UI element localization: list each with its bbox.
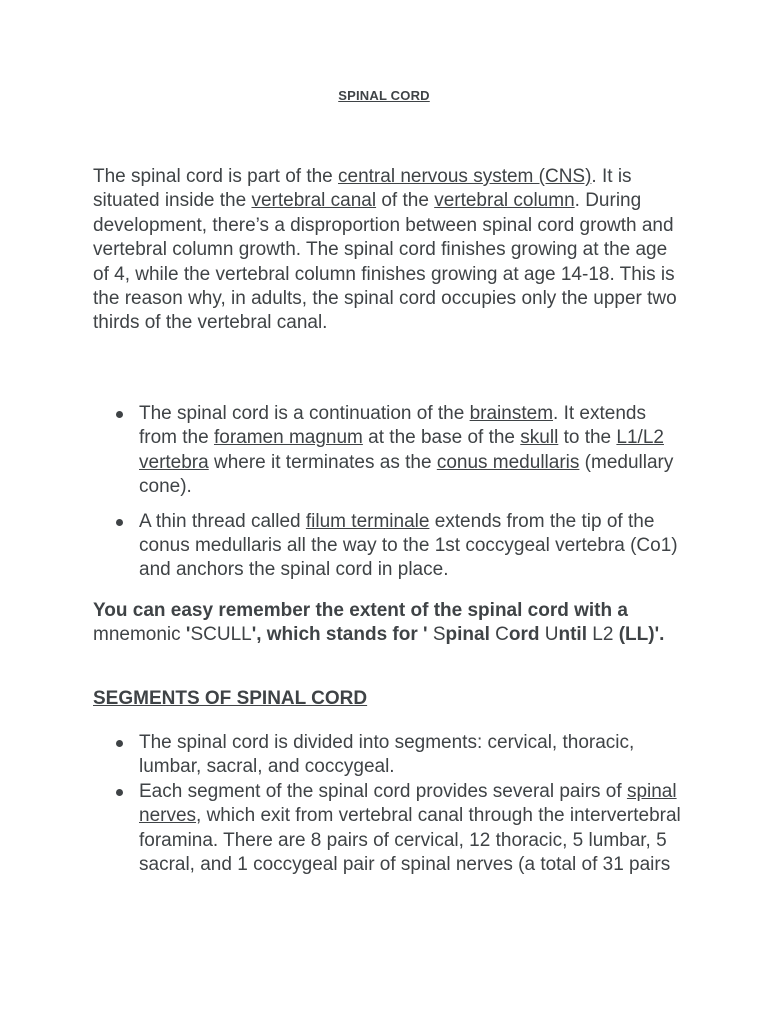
list-item-text: . It extends from the bbox=[139, 403, 646, 449]
link-brainstem[interactable]: brainstem bbox=[469, 403, 554, 424]
page-title: SPINAL CORD bbox=[338, 88, 430, 103]
extent-list bbox=[93, 402, 683, 593]
list-item-text: (medullary cone). bbox=[139, 451, 674, 498]
link-l1-l2-vertebra[interactable]: L1/L2 vertebra bbox=[139, 427, 664, 473]
list-item-text: extends from the tip of the conus medullaris all the way to the 1st coccygeal vertebra (Co1) and anchors the spinal cord in place. bbox=[139, 510, 678, 581]
link-spinal-nerves[interactable]: spinal nerves bbox=[139, 780, 677, 827]
list-item-text: , which exit from vertebral canal through the intervertebral foramina. There are 8 pairs of cervical, 12 thoracic, 5 lumbar, 5 sacral, and 1 coccygeal pair of spinal nerves (a total of 31 pairs bbox=[139, 805, 681, 876]
link-vertebral-column[interactable]: vertebral column bbox=[434, 190, 575, 212]
mnemonic-bold-text: ', which stands for ' bbox=[251, 624, 433, 646]
list-item-text: to the bbox=[558, 427, 617, 449]
link-central-nervous-system[interactable]: central nervous system (CNS) bbox=[338, 166, 592, 187]
mnemonic-bold-text: (LL)'. bbox=[613, 624, 665, 646]
intro-text-4: . During development, there’s a disproportion between spinal cord growth and vertebral column growth. The spinal cord finishes growing at the age of 4, while the vertebral column finishes growing at age 14-18. This is the reason why, in adults, the spinal cord occupies only the upper two thirds of the vertebral canal. bbox=[93, 190, 677, 334]
mnemonic-bold-text: pinal bbox=[445, 624, 496, 646]
mnemonic-bold-text: ord bbox=[508, 624, 545, 646]
mnemonic-bold-text: You can easy remember the extent of the spinal cord with a bbox=[93, 600, 628, 621]
link-foramen-magnum[interactable]: foramen magnum bbox=[213, 427, 363, 449]
list-item-text: where it terminates as the bbox=[208, 451, 437, 473]
mnemonic-letter: S bbox=[432, 624, 446, 646]
bullet-icon bbox=[116, 411, 123, 418]
list-item bbox=[93, 780, 683, 878]
intro-text-1: The spinal cord is part of the bbox=[93, 166, 339, 187]
mnemonic-bold-text: ' bbox=[185, 624, 191, 646]
intro-text-2: . It is situated inside the bbox=[93, 166, 632, 212]
segments-list bbox=[93, 731, 683, 877]
list-item-text: at the base of the bbox=[362, 427, 521, 449]
mnemonic-letter: U bbox=[544, 624, 559, 646]
bullet-icon bbox=[116, 789, 123, 796]
section-heading-segments: SEGMENTS OF SPINAL CORD bbox=[93, 688, 368, 709]
link-vertebral-canal[interactable]: vertebral canal bbox=[251, 190, 377, 212]
mnemonic-letter: C bbox=[495, 624, 509, 646]
mnemonic-letter: L2 bbox=[592, 624, 614, 646]
mnemonic-paragraph bbox=[93, 599, 683, 648]
mnemonic-word: SCULL bbox=[190, 624, 252, 646]
link-skull[interactable]: skull bbox=[520, 427, 559, 449]
intro-paragraph bbox=[93, 165, 683, 336]
intro-text-3: of the bbox=[376, 190, 435, 212]
bullet-icon bbox=[116, 519, 123, 526]
list-item-text: Each segment of the spinal cord provides several pairs of bbox=[139, 780, 627, 802]
list-item-text: A thin thread called bbox=[139, 510, 306, 532]
list-item bbox=[93, 510, 683, 583]
list-item-text: The spinal cord is a continuation of the bbox=[139, 403, 470, 424]
bullet-icon bbox=[116, 740, 123, 747]
link-filum-terminale[interactable]: filum terminale bbox=[305, 510, 430, 532]
mnemonic-normal-text: mnemonic bbox=[93, 624, 186, 646]
mnemonic-bold-text: ntil bbox=[558, 624, 593, 646]
list-item bbox=[93, 402, 683, 500]
list-item-text: The spinal cord is divided into segments: cervical, thoracic, lumbar, sacral, and coccygeal. bbox=[139, 732, 635, 778]
link-conus-medullaris[interactable]: conus medullaris bbox=[436, 451, 580, 473]
list-item bbox=[93, 731, 683, 780]
